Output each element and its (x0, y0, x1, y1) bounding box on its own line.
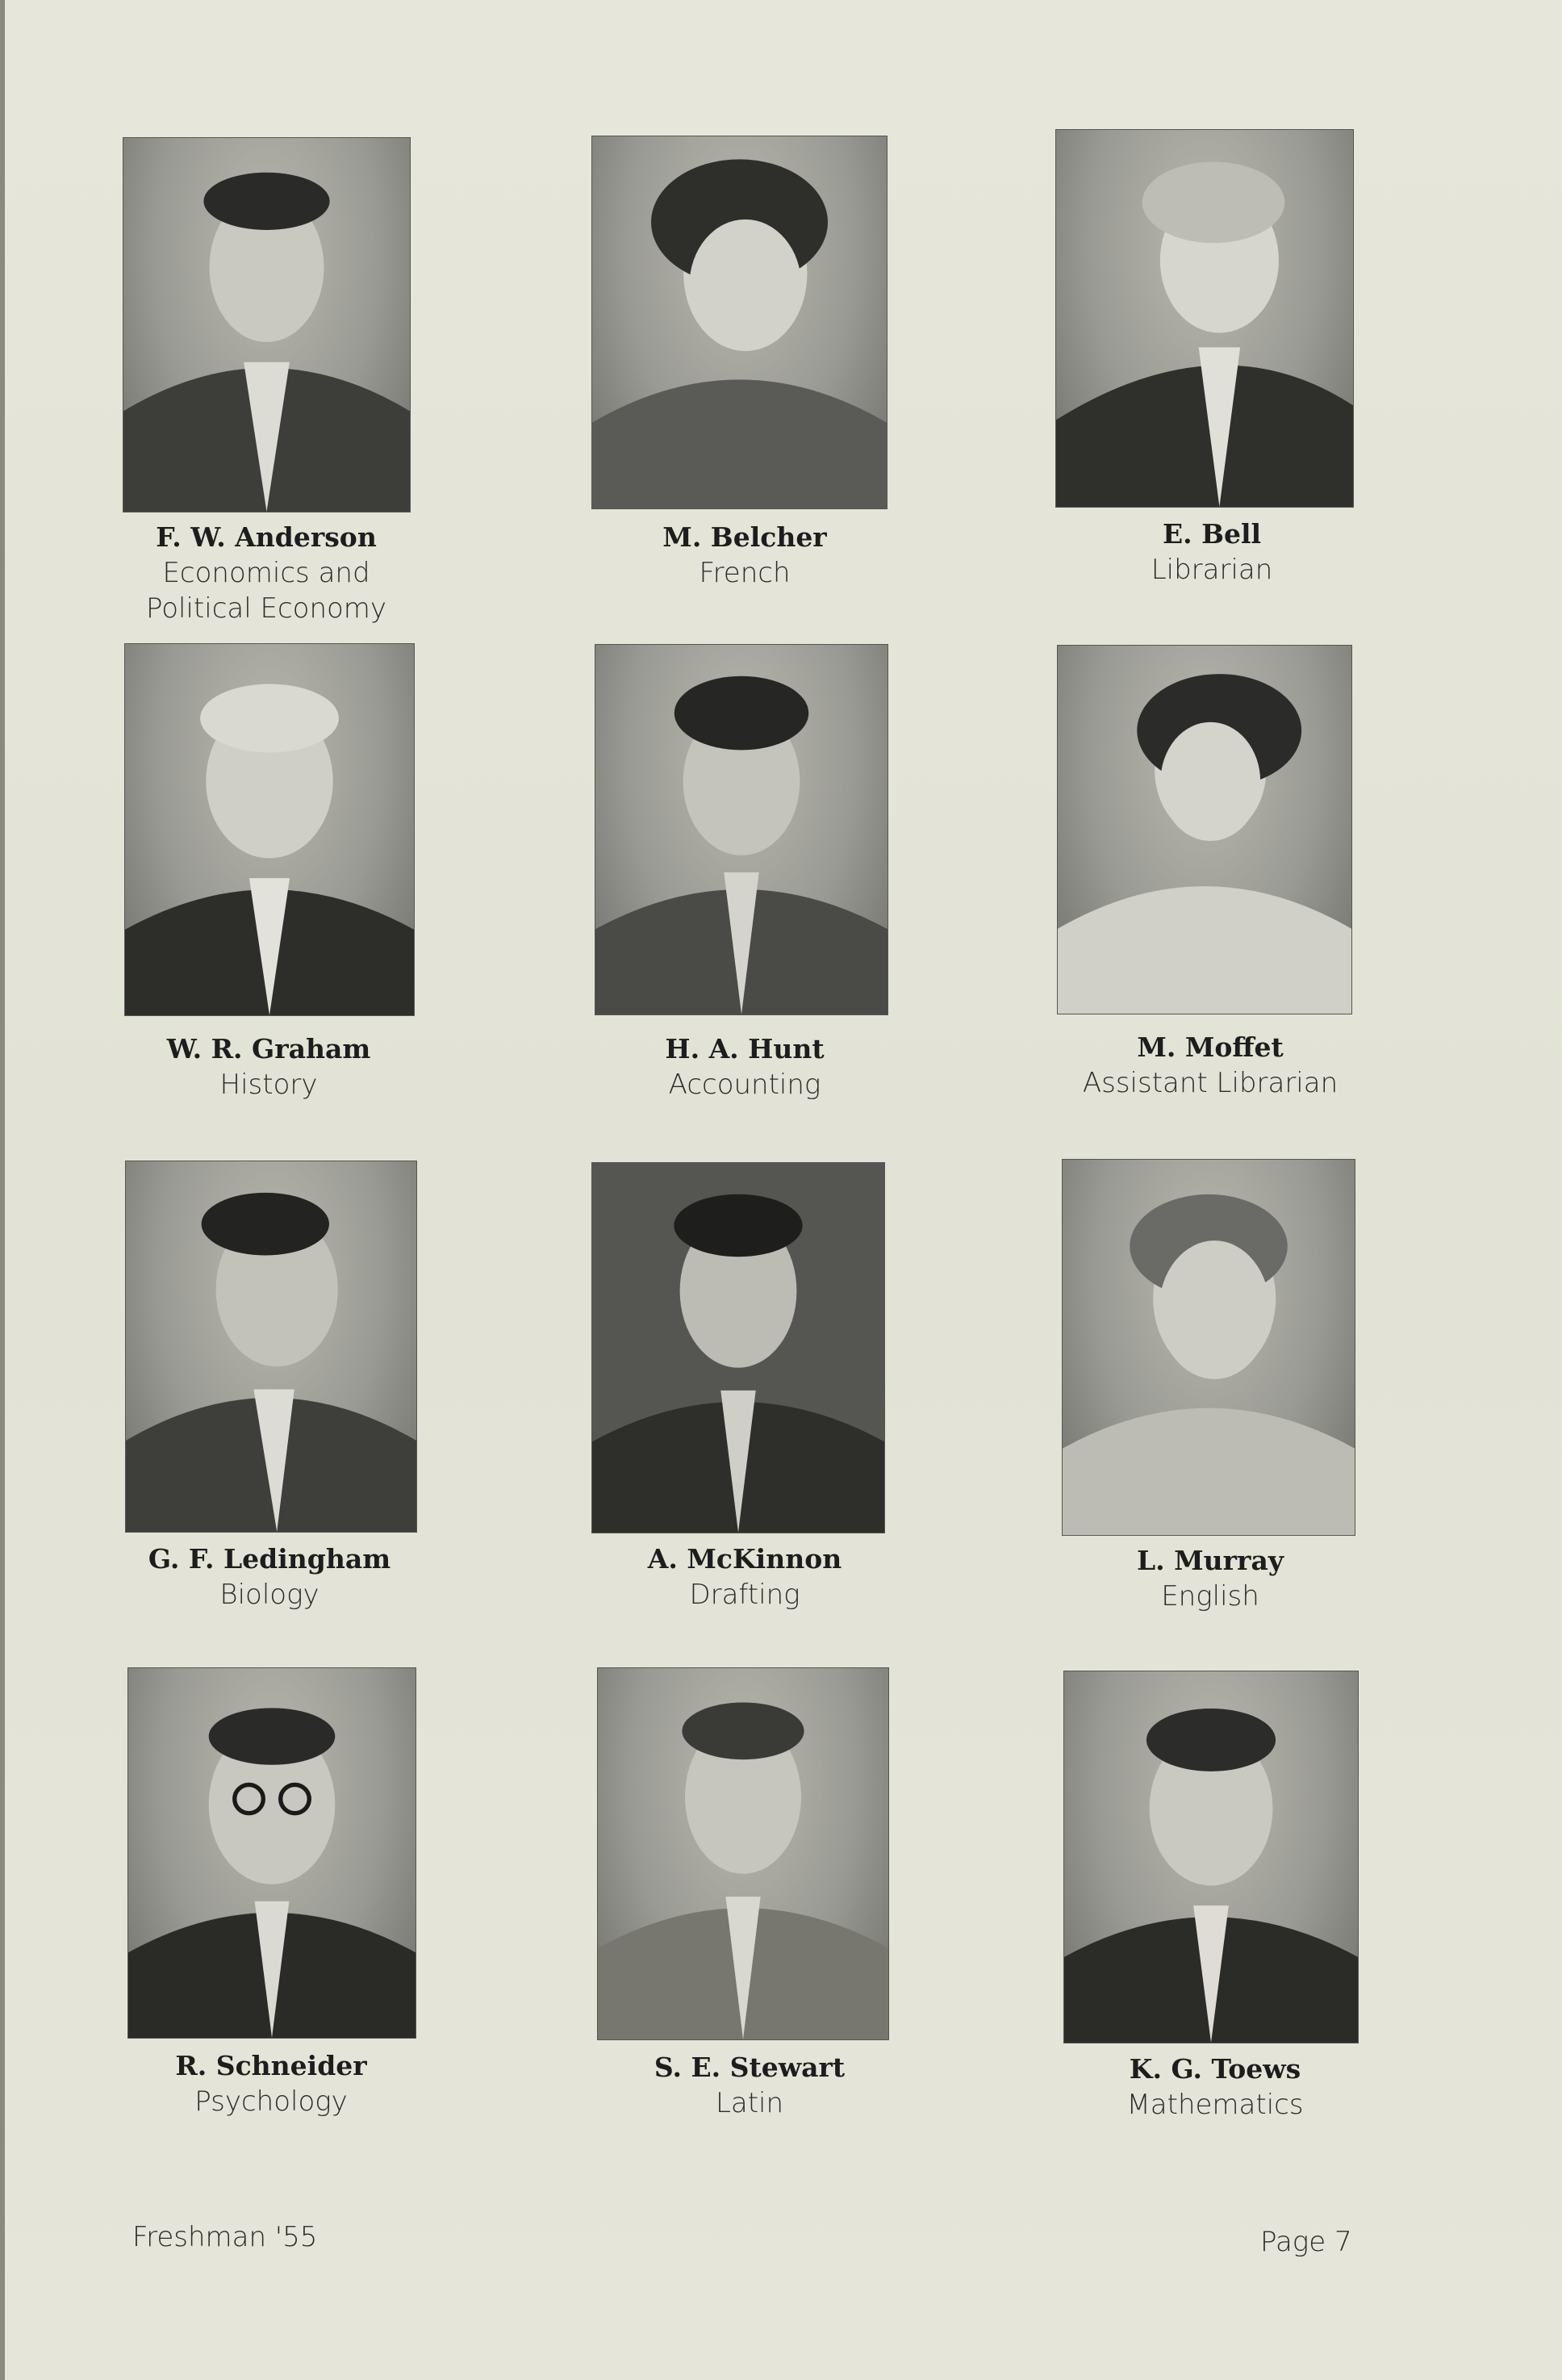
faculty-name: G. F. Ledingham (148, 1543, 391, 1575)
portrait-photo (125, 1161, 417, 1533)
portrait-photo (591, 1162, 885, 1533)
footer-page-number: Page 7 (1260, 2226, 1352, 2258)
faculty-name: M. Belcher (662, 521, 827, 553)
faculty-name: R. Schneider (175, 2050, 367, 2081)
faculty-department: Assistant Librarian (1082, 1067, 1339, 1099)
faculty-department: Biology (219, 1579, 320, 1611)
faculty-name: L. Murray (1136, 1545, 1284, 1576)
portrait-photo (595, 644, 888, 1015)
faculty-name: F. W. Anderson (156, 521, 377, 553)
portrait-photo (123, 137, 411, 512)
faculty-name: H. A. Hunt (665, 1033, 825, 1065)
portrait-photo (597, 1667, 889, 2040)
faculty-department: Drafting (689, 1579, 800, 1611)
portrait-photo (1063, 1671, 1359, 2043)
faculty-department: Psychology (194, 2085, 348, 2118)
portrait-photo (1062, 1159, 1355, 1536)
portrait-photo (1055, 129, 1354, 508)
faculty-department: Economics and Political Economy (145, 557, 387, 625)
faculty-name: M. Moffet (1137, 1031, 1284, 1063)
portrait-photo (1057, 645, 1352, 1014)
footer-publication: Freshman '55 (132, 2221, 318, 2253)
faculty-name: K. G. Toews (1129, 2053, 1301, 2085)
portrait-photo (124, 643, 415, 1016)
faculty-name: A. McKinnon (647, 1543, 842, 1575)
faculty-department: English (1161, 1580, 1259, 1612)
faculty-name: E. Bell (1162, 518, 1262, 550)
portrait-photo (127, 1667, 416, 2039)
faculty-department: Accounting (668, 1069, 821, 1101)
faculty-department: French (699, 557, 791, 589)
faculty-name: S. E. Stewart (654, 2052, 846, 2083)
portrait-photo (591, 136, 888, 509)
faculty-department: Latin (715, 2087, 784, 2119)
faculty-department: Librarian (1151, 554, 1273, 586)
page-edge (0, 0, 5, 2380)
faculty-department: Mathematics (1126, 2089, 1304, 2121)
faculty-name: W. R. Graham (166, 1033, 371, 1065)
faculty-department: History (219, 1069, 318, 1101)
